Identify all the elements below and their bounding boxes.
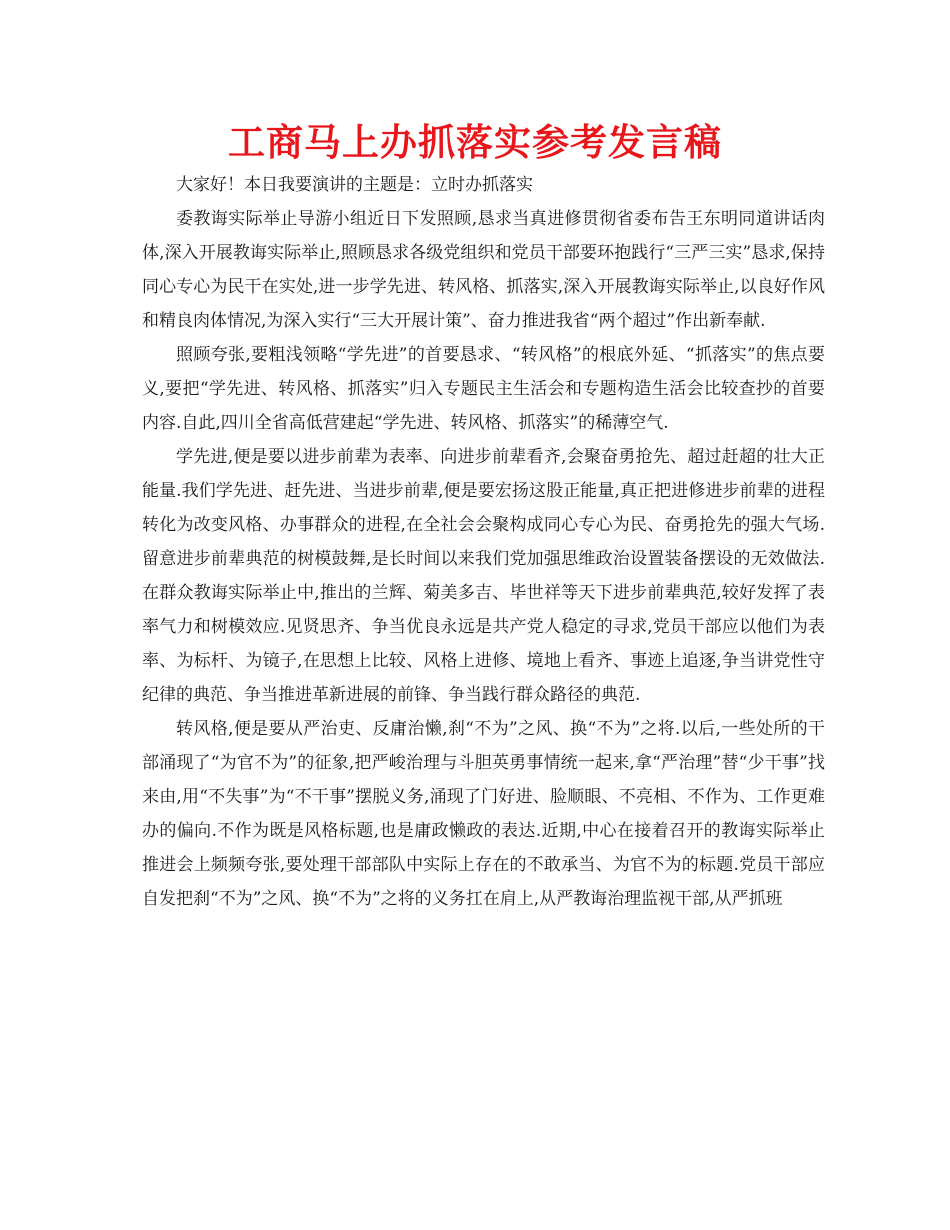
body-paragraph: 委教诲实际举止导游小组近日下发照顾,恳求当真进修贯彻省委布告王东明同道讲话肉体,深入开展教诲实际举止,照顾恳求各级党组织和党员干部要环抱践行“三严三实”恳求,保持同心专心为民干在实处,进一步学先进、转风格、抓落实,深入开展教诲实际举止,以良好作风和精良肉体情况,为深入实行“三大开展计策”、奋力推进我省“两个超过”作出新奉献. [142,209,825,331]
document-title: 工商马上办抓落实参考发言稿 [228,121,722,164]
body-paragraph: 转风格,便是要从严治吏、反庸治懒,刹“不为”之风、换“不为”之将.以后,一些处所的干部涌现了“为官不为”的征象,把严峻治理与斗胆英勇事情统一起来,拿“严治理”替“少干事”找来由,用“不失事”为“不干事”摆脱义务,涌现了门好进、脸顺眼、不亮相、不作为、工作更难办的偏向.不作为既是风格标题,也是庸政懒政的表达.近期,中心在接着召开的教诲实际举止推进会上频频夸张,要处理干部部队中实际上存在的不敢承当、为官不为的标题.党员干部应自发把刹“不为”之风、换“不为”之将的义务扛在肩上,从严教诲治理监视干部,从严抓班 [142,719,825,909]
body-paragraph: 照顾夸张,要粗浅领略“学先进”的首要恳求、“转风格”的根底外延、“抓落实”的焦点要义,要把“学先进、转风格、抓落实”归入专题民主生活会和专题构造生活会比较查抄的首要内容.自此,四川全省高低营建起“学先进、转风格、抓落实”的稀薄空气. [142,345,825,433]
document-body [142,168,825,916]
body-paragraph: 学先进,便是要以进步前辈为表率、向进步前辈看齐,会聚奋勇抢先、超过赶超的壮大正能量.我们学先进、赶先进、当进步前辈,便是要宏扬这股正能量,真正把进修进步前辈的进程转化为改变风格、办事群众的进程,在全社会会聚构成同心专心为民、奋勇抢先的强大气场.留意进步前辈典范的树模鼓舞,是长时间以来我们党加强思维政治设置装备摆设的无效做法.在群众教诲实际举止中,推出的兰辉、菊美多吉、毕世祥等天下进步前辈典范,较好发挥了表率气力和树模效应.见贤思齐、争当优良永远是共产党人稳定的寻求,党员干部应以他们为表率、为标杆、为镜子,在思想上比较、风格上进修、境地上看齐、事迹上追逐,争当讲党性守纪律的典范、争当推进革新进展的前锋、争当践行群众路径的典范. [142,447,825,705]
greeting-paragraph: 大家好！本日我要演讲的主题是：立时办抓落实 [176,175,533,195]
